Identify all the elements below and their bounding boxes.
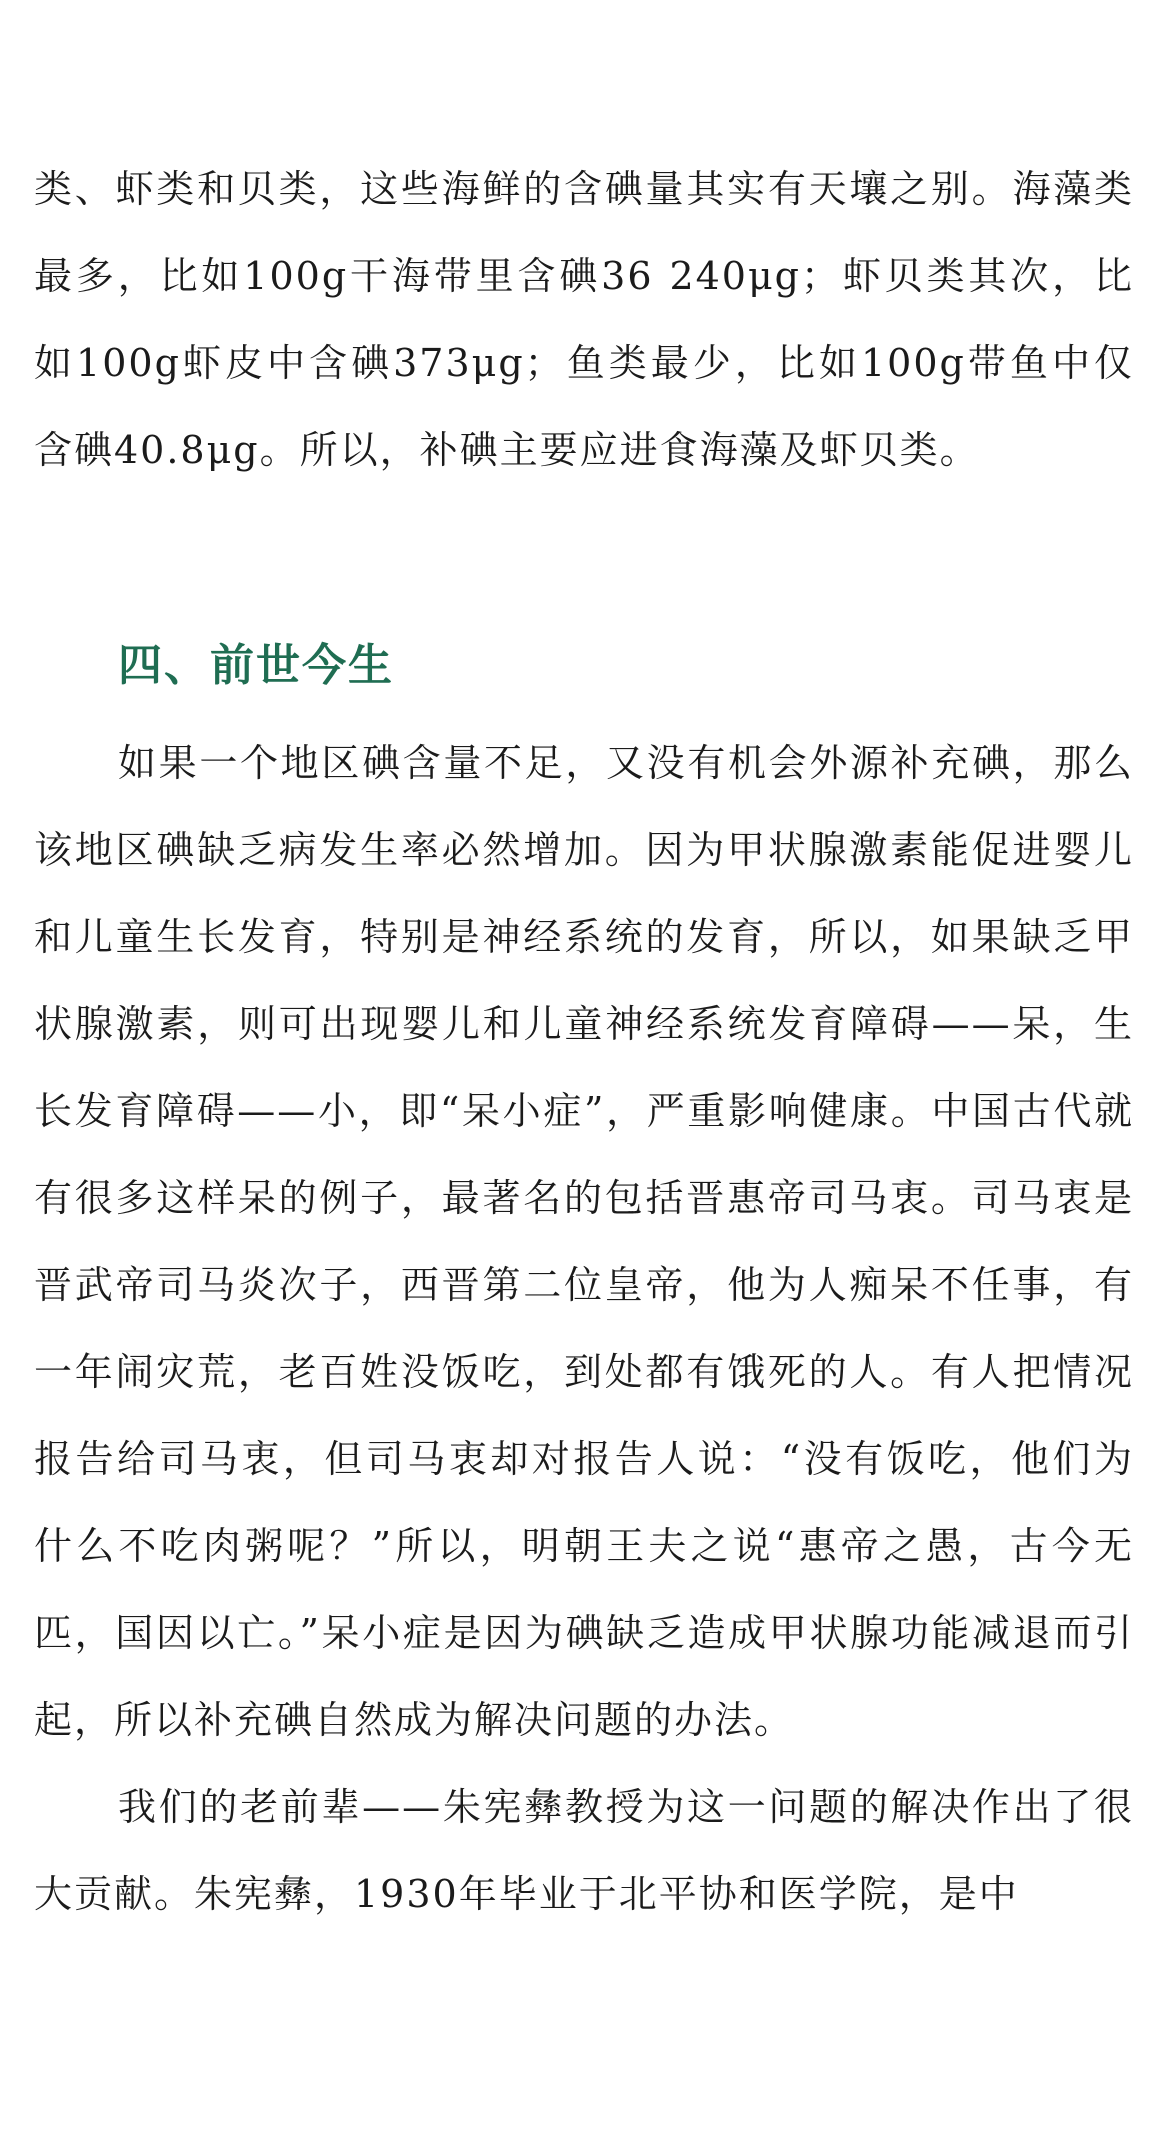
- body-paragraph-zhu-xianyi: 我们的老前辈——朱宪彝教授为这一问题的解决作出了很大贡献。朱宪彝，1930年毕业于北平协和医学院，是中: [34, 1785, 1134, 1916]
- section-spacer: [34, 494, 1134, 636]
- body-paragraph-iodine-content: 类、虾类和贝类，这些海鲜的含碘量其实有天壤之别。海藻类最多，比如100g干海带里含碘36 240μg；虾贝类其次，比如100g虾皮中含碘373μg；鱼类最少，比如100g带鱼中仅含碘40.8μg。所以，补碘主要应进食海藻及虾贝类。: [34, 167, 1134, 472]
- heading-spacer: [34, 696, 1134, 720]
- section-heading: 四、前世今生: [118, 640, 394, 691]
- body-paragraph-cretinism-history: 如果一个地区碘含量不足，又没有机会外源补充碘，那么该地区碘缺乏病发生率必然增加。因为甲状腺激素能促进婴儿和儿童生长发育，特别是神经系统的发育，所以，如果缺乏甲状腺激素，则可出现婴儿和儿童神经系统发育障碍——呆，生长发育障碍——小，即“呆小症”，严重影响健康。中国古代就有很多这样呆的例子，最著名的包括晋惠帝司马衷。司马衷是晋武帝司马炎次子，西晋第二位皇帝，他为人痴呆不任事，有一年闹灾荒，老百姓没饭吃，到处都有饿死的人。有人把情况报告给司马衷，但司马衷却对报告人说：“没有饭吃，他们为什么不吃肉粥呢？”所以，明朝王夫之说“惠帝之愚，古今无匹，国因以亡。”呆小症是因为碘缺乏造成甲状腺功能减退而引起，所以补充碘自然成为解决问题的办法。: [34, 741, 1134, 1742]
